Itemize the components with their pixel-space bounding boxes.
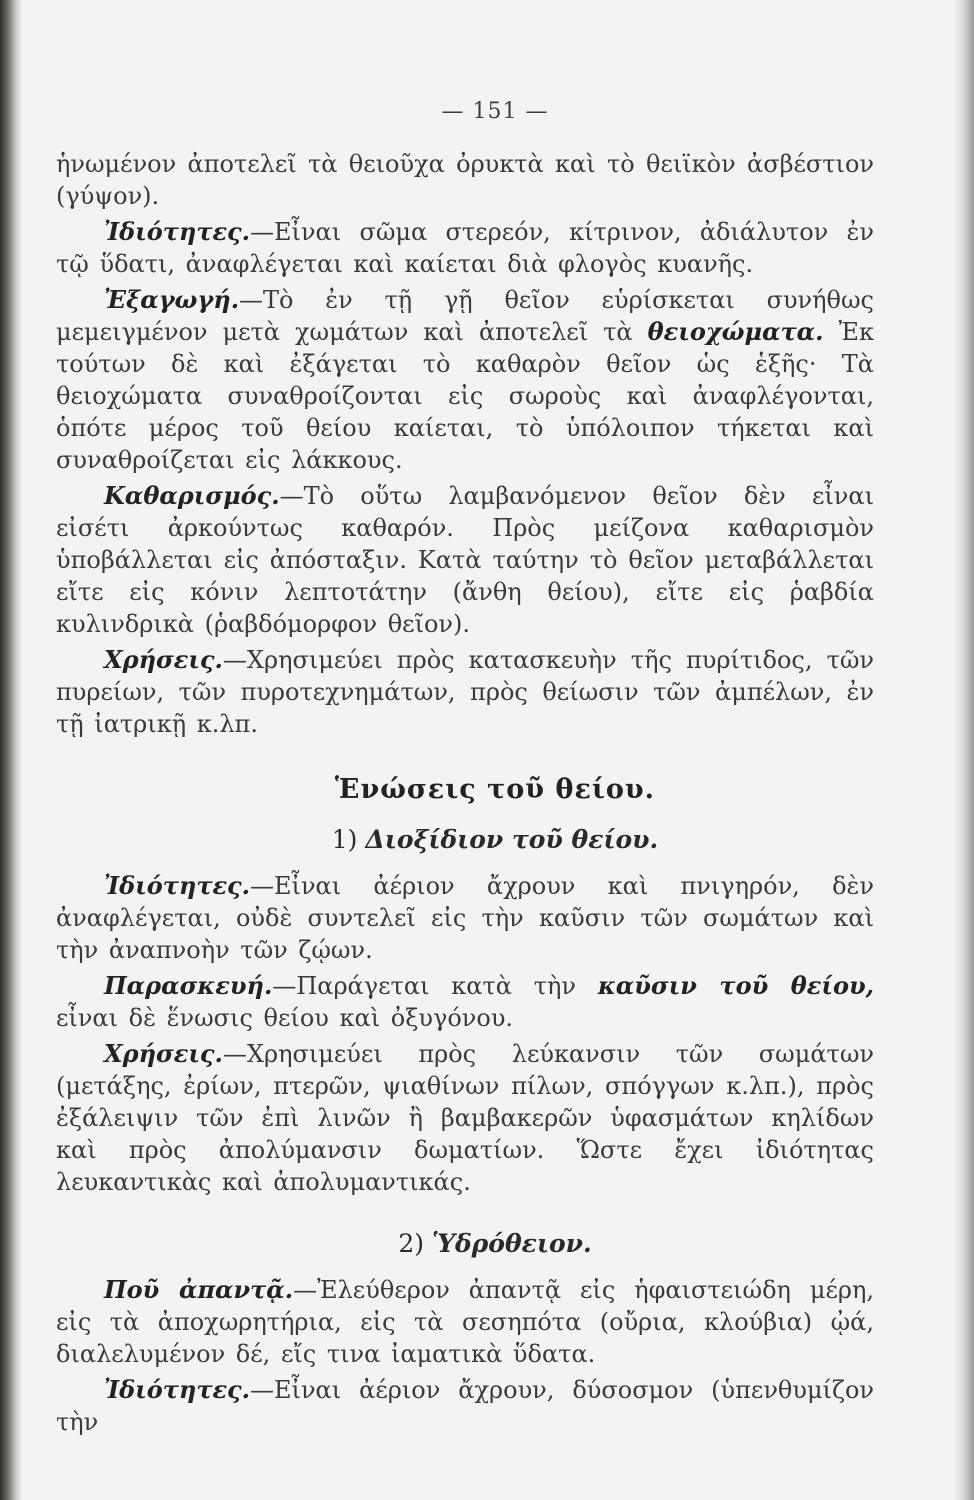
- dioxide-title: Διοξίδιον τοῦ θείου.: [365, 825, 659, 854]
- hydrogen-sulfide-occurrence-label: Ποῦ ἀπαντᾷ.: [104, 1275, 294, 1304]
- dioxide-properties-paragraph: [56, 870, 874, 966]
- sulfur-properties-text: —Εἶναι σῶμα στερεόν, κίτρινον, ἀδιάλυτον ἐν τῷ ὕδατι, ἀναφλέγεται καὶ καίεται διὰ φλογὸς κυανῆς.: [56, 218, 874, 278]
- sulfur-extraction-label: Ἐξαγωγή.: [104, 285, 240, 314]
- dioxide-preparation-paragraph: [56, 970, 874, 1034]
- sulfur-uses-paragraph: [56, 644, 874, 740]
- page-binding-shadow: [0, 0, 22, 1500]
- sulfur-extraction-text-2: Ἐκ τούτων δὲ καὶ ἐξάγεται τὸ καθαρὸν θεῖον ὡς ἑξῆς· Τὰ θειοχώματα συναθροίζονται εἰς σωροὺς καὶ ἀναφλέγονται, ὁπότε μέρος τοῦ θείου καίεται, τὸ ὑπόλοιπον τήκεται καὶ συναθροίζεται εἰς λάκκους.: [56, 318, 874, 474]
- compounds-heading: Ἑνώσεις τοῦ θείου.: [334, 774, 656, 805]
- dioxide-properties-text: —Εἶναι ἀέριον ἄχρουν καὶ πνιγηρόν, δὲν ἀναφλέγεται, οὐδὲ συντελεῖ εἰς τὴν καῦσιν τῶν σωμάτων καὶ τὴν ἀναπνοὴν τῶν ζῴων.: [56, 872, 874, 964]
- dioxide-preparation-text-1: —Παράγεται κατὰ τὴν: [272, 972, 576, 1000]
- dioxide-properties-label: Ἰδιότητες.: [104, 871, 251, 900]
- page-content: [56, 96, 874, 1442]
- page-edge-shadow: [954, 0, 974, 1500]
- intro-text: ἡνωμένον ἀποτελεῖ τὰ θειοῦχα ὀρυκτὰ καὶ τὸ θειϊκὸν ἀσβέστιον (γύψον).: [56, 150, 874, 210]
- sulfur-purification-paragraph: [56, 480, 874, 640]
- sulfur-uses-label: Χρήσεις.: [104, 645, 223, 674]
- dioxide-uses-label: Χρήσεις.: [104, 1039, 223, 1068]
- sulfur-properties-label: Ἰδιότητες.: [104, 217, 251, 246]
- hydrogen-sulfide-title: Ὑδρόθειον.: [431, 1229, 592, 1258]
- hydrogen-sulfide-heading: [116, 1228, 874, 1260]
- dioxide-number: 1): [331, 825, 358, 854]
- dioxide-preparation-text-2: εἶναι δὲ ἕνωσις θείου καὶ ὀξυγόνου.: [56, 1004, 514, 1032]
- dioxide-preparation-label: Παρασκευή.: [104, 971, 273, 1000]
- sulfur-properties-paragraph: [56, 216, 874, 280]
- intro-paragraph: [56, 148, 874, 212]
- hydrogen-sulfide-properties-label: Ἰδιότητες.: [104, 1375, 251, 1404]
- hydrogen-sulfide-occurrence-paragraph: [56, 1274, 874, 1370]
- dioxide-heading: [116, 824, 874, 856]
- sulfur-extraction-term: θειοχώματα.: [647, 317, 824, 346]
- dioxide-uses-paragraph: [56, 1038, 874, 1198]
- sulfur-purification-label: Καθαρισμός.: [104, 481, 280, 510]
- hydrogen-sulfide-properties-text: —Εἶναι ἀέριον ἄχρουν, δύσοσμον (ὑπενθυμίζον τὴν: [56, 1376, 874, 1436]
- sulfur-purification-text: —Τὸ οὕτω λαμβανόμενον θεῖον δὲν εἶναι εἰσέτι ἀρκούντως καθαρόν. Πρὸς μείζονα καθαρισμὸν ὑποβάλλεται εἰς ἀπόσταξιν. Κατὰ ταύτην τὸ θεῖον μεταβάλλεται εἴτε εἰς κόνιν λεπτοτάτην (ἄνθη θείου), εἴτε εἰς ῥαβδία κυλινδρικὰ (ῥαβδόμορφον θεῖον).: [56, 482, 874, 638]
- sulfur-extraction-paragraph: [56, 284, 874, 476]
- sulfur-extraction-text-1: —Τὸ ἐν τῇ γῇ θεῖον εὑρίσκεται συνήθως μεμειγμένον μετὰ χωμάτων καὶ ἀποτελεῖ τὰ: [56, 286, 874, 346]
- hydrogen-sulfide-properties-paragraph: [56, 1374, 874, 1438]
- dioxide-uses-text: —Χρησιμεύει πρὸς λεύκανσιν τῶν σωμάτων (μετάξης, ἐρίων, πτερῶν, ψιαθίνων πίλων, σπόγγων κ.λπ.), πρὸς ἐξάλειψιν τῶν ἐπὶ λινῶν ἢ βαμβακερῶν ὑφασμάτων κηλίδων καὶ πρὸς ἀπολύμανσιν δωματίων. Ὥστε ἔχει ἰδιότητας λευκαντικὰς καὶ ἀπολυμαντικάς.: [56, 1040, 874, 1196]
- hydrogen-sulfide-number: 2): [398, 1229, 424, 1258]
- sulfur-uses-text: —Χρησιμεύει πρὸς κατασκευὴν τῆς πυρίτιδος, τῶν πυρείων, τῶν πυροτεχνημάτων, πρὸς θείωσιν τῶν ἀμπέλων, ἐν τῇ ἰατρικῇ κ.λπ.: [56, 646, 874, 738]
- dioxide-preparation-term: καῦσιν τοῦ θείου,: [597, 971, 874, 1000]
- page-number: — 151 —: [441, 99, 549, 124]
- hydrogen-sulfide-occurrence-text: —Ἐλεύθερον ἀπαντᾷ εἰς ἡφαιστειώδη μέρη, εἰς τὰ ἀποχωρητήρια, εἰς τὰ σεσηπότα (οὔρια, κλούβια) ᾠά, διαλελυμένον δέ, εἴς τινα ἰαματικὰ ὕδατα.: [56, 1276, 874, 1368]
